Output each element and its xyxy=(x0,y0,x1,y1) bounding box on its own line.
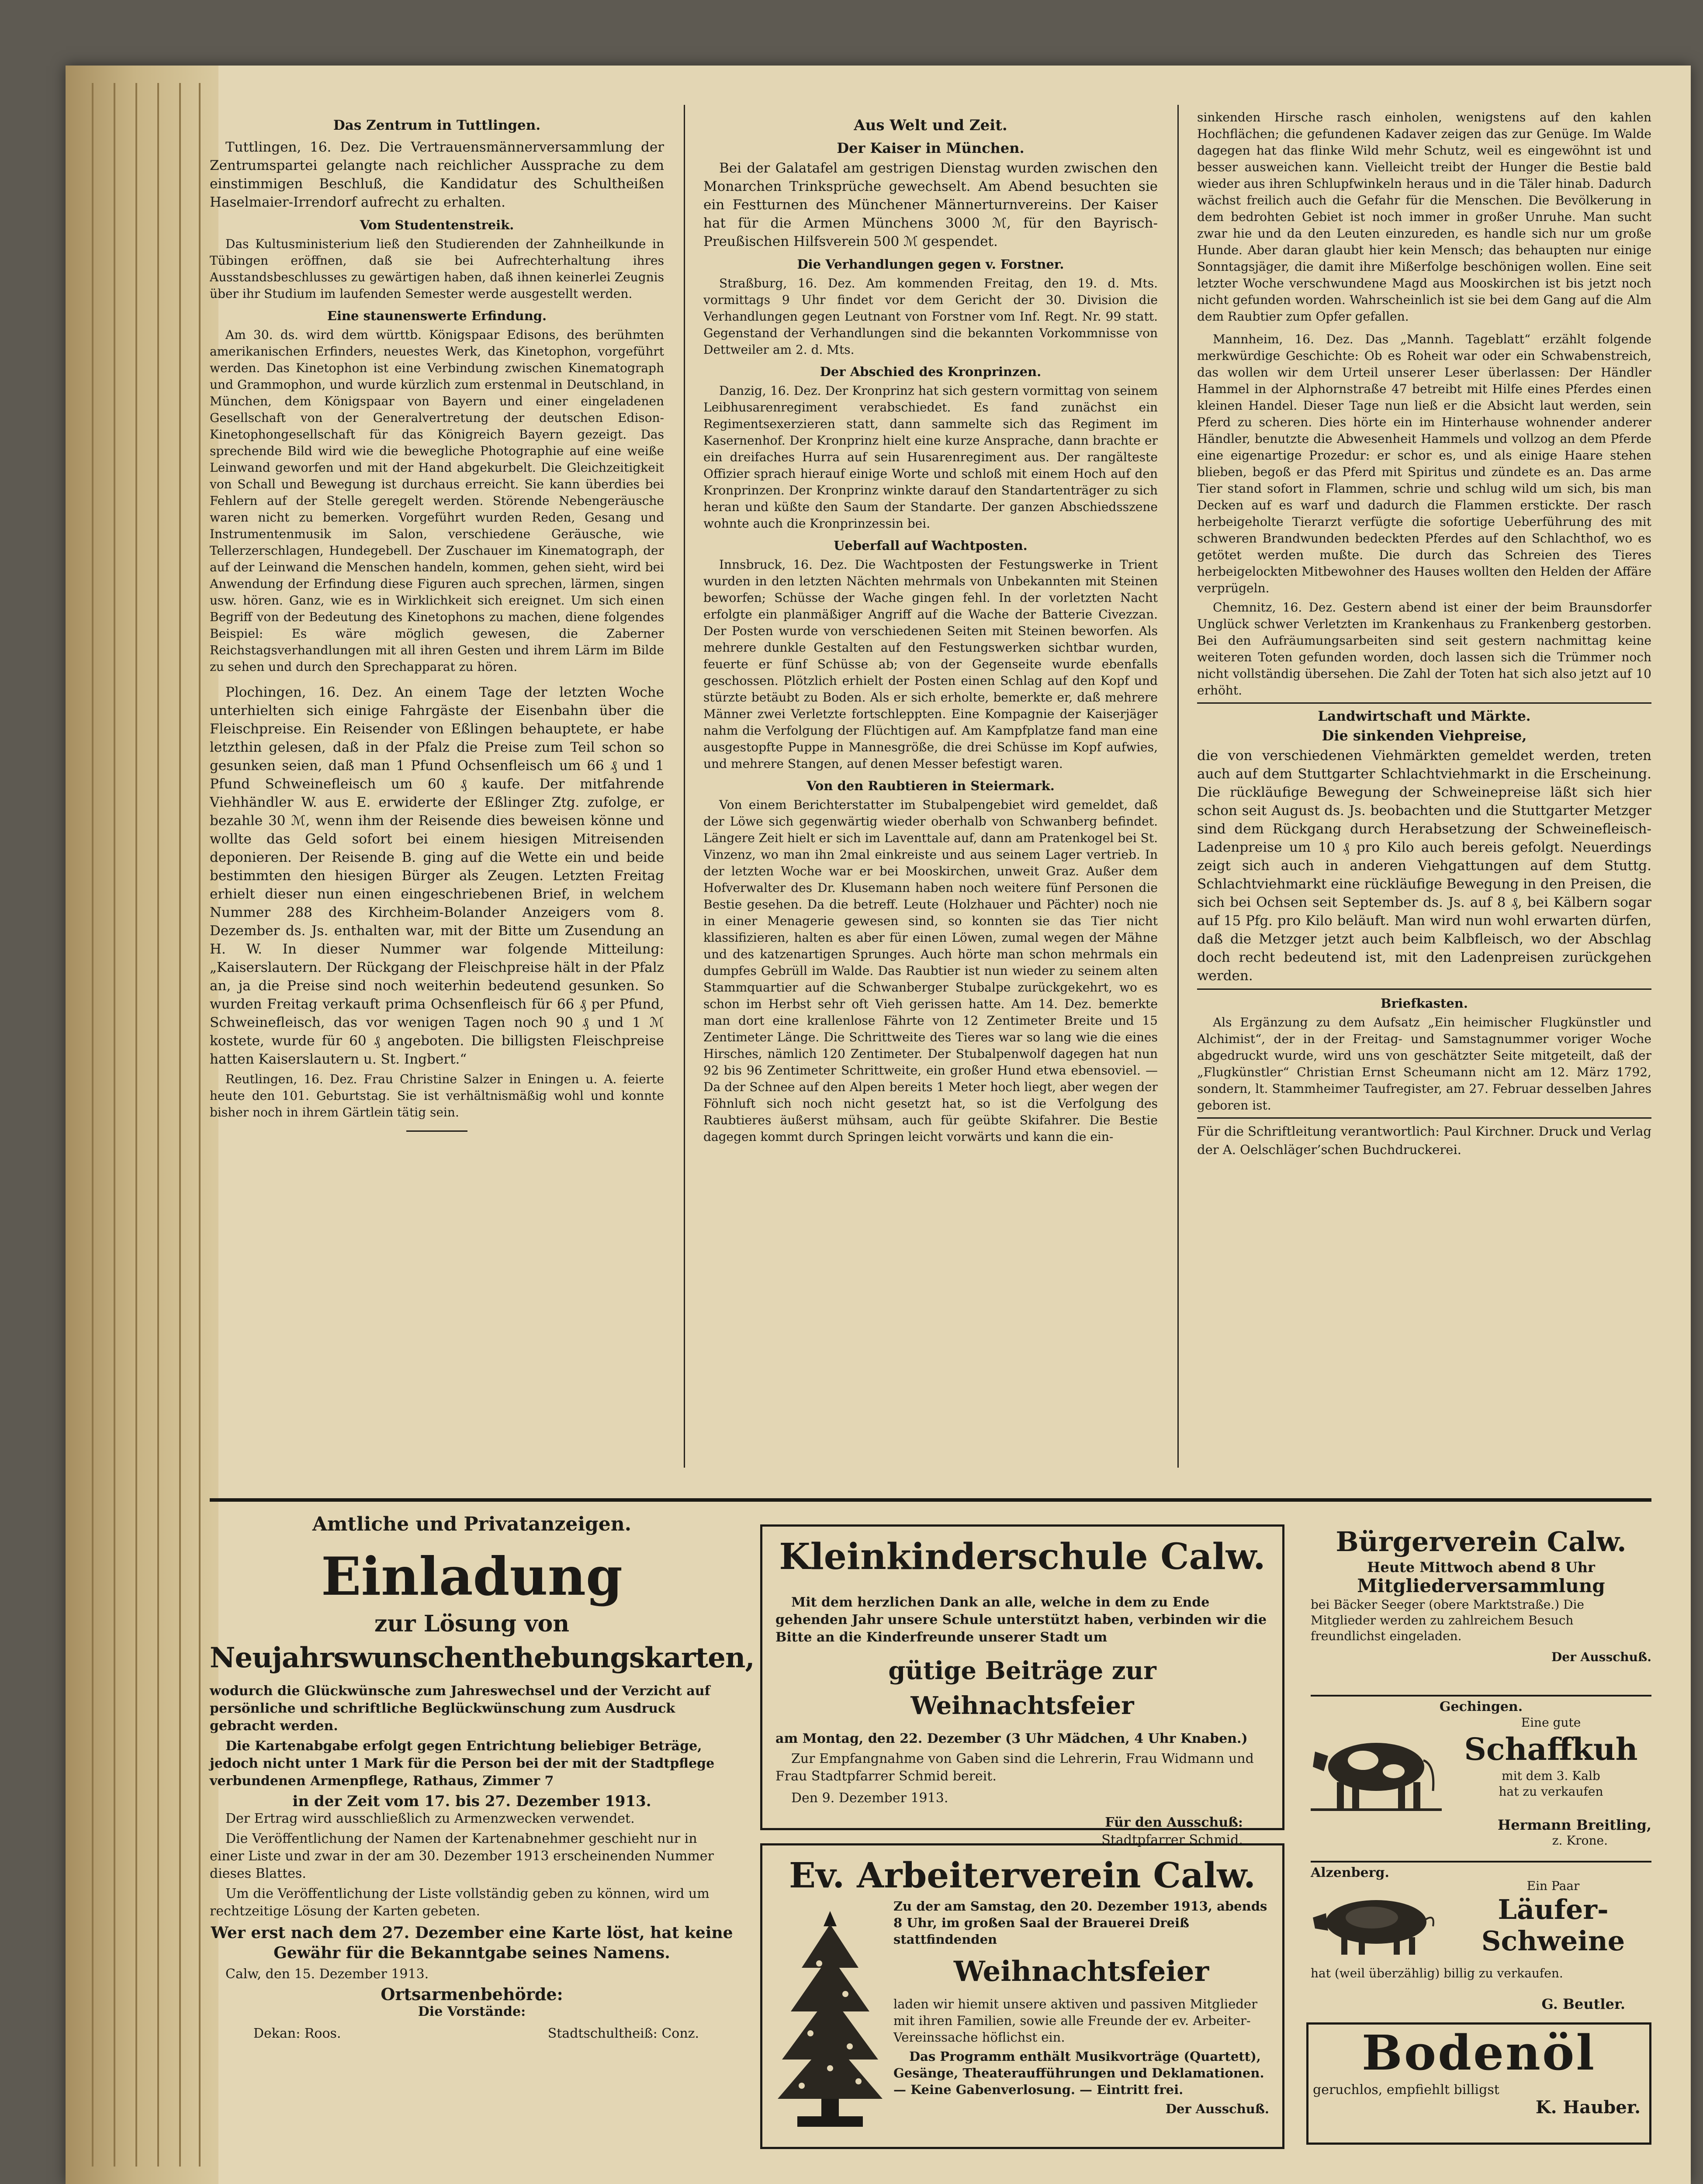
article-text: Danzig, 16. Dez. Der Kronprinz hat sich gestern vormittag von seinem Leibhusarenregiment verabschiedet. Es fand zunächst ein Regimentsexerzieren statt, dann sammelte sich das Regiment im Kasernenhof. Der Kronprinz hielt eine kurze Ansprache, dann brachte er ein dreifaches Hurra auf sein Husarenregiment aus. Der rangälteste Offizier sprach hierauf einige Worte und schloß mit einem Hoch auf den Kronprinzen. Der Kronprinz winkte darauf den Standartenträger zu sich heran und küßte den Saum der Standarte. Der ganzen Abschiedsszene wohnte auch die Kronprinzessin bei. xyxy=(703,384,1158,531)
ad-bodenoel xyxy=(1306,2022,1651,2145)
ad-title: Schweine xyxy=(1481,1925,1625,1957)
ad-seller-location: z. Krone. xyxy=(1552,1833,1608,1848)
ad-title: Schaffkuh xyxy=(1464,1731,1638,1767)
article-text: Bei der Galatafel am gestrigen Dienstag wurden zwischen den Monarchen Trinksprüche gewechselt. Am Abend besuchten sie ein Festturnen des Münchener Männerturnvereins. Der Kaiser hat für die Armen Münchens 3000 ℳ, für den Bayrisch-Preußischen Hilfsverein 500 ℳ gespendet. xyxy=(703,160,1158,249)
article-text: Am 30. ds. wird dem württb. Königspaar Edisons, des berühmten amerikanischen Erfinders, neuestes Werk, das Kinetophon, vorgeführt werden. Das Kinetophon ist eine Verbindung zwischen Kinematograph und Grammophon, und wurde kürzlich zum erstenmal in Deutschland, in München, dem Königspaar von Bayern und einer eingeladenen Gesellschaft von der Generalvertretung der deutschen Edison-Kinetophongesellschaft für das Königreich Bayern gezeigt. Das sprechende Bild wird wie die bewegliche Photographie auf eine weiße Leinwand geworfen und mit der Hand abgekurbelt. Die Gleichzeitigkeit von Schall und Bewegung ist durchaus erreicht. Sie kann überdies bei Fehlern auf der Stelle geregelt werden. Störende Nebengeräusche waren nicht zu bemerken. Vorgeführt wurden Reden, Gesang und Instrumentenmusik im Salon, verschiedene Geräusche, wie Tellerzerschlagen, Hundegebell. Der Zuschauer im Kinematograph, der auf der Leinwand die Menschen handeln, kommen, gehen sieht, wird bei Anwendung der Erfindung diese Figuren auch sprechen, lärmen, singen usw. hören. Ganz, wie es in Wirklichkeit sich ereignet. Um sich einen Begriff von der Bedeutung des Kinetophons zu machen, diene folgendes Beispiel: Es wäre möglich gewesen, die Zaberner Reichstagsverhandlungen mit all ihren Gesten und ihrem Lärm im Bilde zu sehen und durch den Sprechapparat zu hören. xyxy=(210,328,664,674)
article-heading: Die sinkenden Viehpreise, xyxy=(1322,727,1527,744)
ad-text: Mit dem herzlichen Dank an alle, welche in dem zu Ende gehenden Jahr unsere Schule unterstützt haben, verbinden wir die Bitte an die Kinderfreunde unserer Stadt um xyxy=(775,1595,1267,1645)
article-text: die von verschiedenen Viehmärkten gemeldet werden, treten auch auf dem Stuttgarter Schlachtviehmarkt in die Erscheinung. Die rückläufige Bewegung der Schweinepreise läßt sich hier schon seit August ds. Js. beobachten und die Stuttgarter Metzger sind dem Rückgang durch Herabsetzung der Schweinefleisch-Ladenpreise um 10 ₰ pro Kilo auch bereis gefolgt. Neuerdings zeigt sich auch in anderen Viehgattungen auf dem Stuttg. Schlachtviehmarkt eine rückläufige Bewegung in den Preisen, die sich bei Ochsen seit September ds. Js. auf 8 ₰, bei Kälbern sogar auf 15 Pfg. pro Kilo beläuft. Man wird nun wohl erwarten dürfen, daß die Metzger jetzt auch beim Kalbfleisch, wo der Abschlag doch recht bedeutend ist, mit den Ladenpreisen zurückgehen werden. xyxy=(1197,748,1651,984)
column-3 xyxy=(1197,109,1651,1463)
ad-title: Kleinkinderschule Calw. xyxy=(779,1536,1266,1578)
ad-authority: Ortsarmenbehörde: xyxy=(381,1984,563,2004)
section-heading: Landwirtschaft und Märkte. xyxy=(1318,708,1531,724)
column-1 xyxy=(210,109,664,1463)
ad-text: Die Veröffentlichung der Namen der Kartenabnehmer geschieht nur in einer Liste und zwar in der am 30. Dezember 1913 erscheinenden Nummer dieses Blattes. xyxy=(210,1831,714,1881)
ad-line: Ein Paar xyxy=(1526,1879,1580,1893)
ad-schaffkuh xyxy=(1311,1699,1651,1856)
article-heading: Ueberfall auf Wachtposten. xyxy=(834,538,1028,553)
pig-icon xyxy=(1311,1887,1442,1961)
ad-place: Gechingen. xyxy=(1439,1699,1523,1714)
article-heading: Von den Raubtieren in Steiermark. xyxy=(807,778,1055,793)
ad-text: wodurch die Glückwünsche zum Jahreswechsel und der Verzicht auf persönliche und schriftliche Beglückwünschung zum Ausdruck gebracht werden. xyxy=(210,1683,710,1734)
ad-title: Einladung xyxy=(321,1546,623,1607)
article-heading: Vom Studentenstreik. xyxy=(360,218,514,232)
imprint: Für die Schriftleitung verantwortlich: Paul Kirchner. Druck und Verlag der A. Oelschläger’schen Buchdruckerei. xyxy=(1197,1124,1651,1157)
ad-title: Bodenöl xyxy=(1361,2025,1596,2081)
article-text: Das Kultusministerium ließ den Studierenden der Zahnheilkunde in Tübingen eröffnen, daß sie bei Aufrechterhaltung ihres Ausstandsbeschlusses zu gewärtigen haben, daß ihnen keinerlei Zeugnis über ihr Studium im laufenden Semester werde ausgestellt werden. xyxy=(210,237,664,301)
ad-amtliche xyxy=(210,1511,755,2158)
article-text: Mannheim, 16. Dez. Das „Mannh. Tageblatt“ erzählt folgende merkwürdige Geschichte: Ob es Roheit war oder ein Schwabenstreich, das wollen wir dem Urteil unserer Leser überlassen: Der Händler Hammel in der Alphornstraße 47 betreibt mit Hilfe eines Pferdes einen kleinen Handel. Dieser Tage nun ließ er die Absicht laut werden, sein Pferd zu scheren. Dies hörte ein im Hinterhause wohnender anderer Händler, benutzte die Abwesenheit Hammels und vollzog an dem Pferde eine eigenartige Prozedur: er schor es, und als einige Haare stehen blieben, begoß er das Pferd mit Spiritus und zündete es an. Das arme Tier stand sofort in Flammen, schrie und schlug wild um sich, bis man Decken auf es warf und dadurch die Flammen erstickte. Der rasch herbeigeholte Tierarzt verfügte die sofortige Ueberführung des mit schweren Brandwunden bedeckten Pferdes auf den Schlachthof, wo es getötet werden mußte. Die durch das Schreien des Tieres herbeigelockten Mitbewohner des Hauses wollten den Helden der Affäre verprügeln. xyxy=(1197,332,1651,595)
ad-subtitle: Neujahrswunschenthebungskarten, xyxy=(210,1641,755,1674)
article-heading: Der Abschied des Kronprinzen. xyxy=(820,364,1042,379)
ad-title: Läufer- xyxy=(1498,1894,1609,1925)
christmas-tree-icon xyxy=(775,1907,885,2134)
ad-place: Alzenberg. xyxy=(1311,1865,1389,1880)
newspaper-page xyxy=(210,83,1651,2167)
column-rule xyxy=(1177,105,1179,1468)
ad-committee: Für den Ausschuß: xyxy=(1105,1815,1243,1830)
ad-text: Um die Veröffentlichung der Liste vollständig geben zu können, wird um rechtzeitige Lösung der Karten gebeten. xyxy=(210,1886,710,1919)
ad-board: Die Vorstände: xyxy=(418,2004,526,2019)
signature: Der Ausschuß. xyxy=(1165,2101,1269,2116)
ad-line: Heute Mittwoch abend 8 Uhr xyxy=(1367,1559,1595,1576)
ad-highlight: Weihnachtsfeier xyxy=(953,1955,1209,1988)
ad-text: am Montag, den 22. Dezember (3 Uhr Mädchen, 4 Uhr Knaben.) xyxy=(775,1731,1248,1746)
ad-text: hat (weil überzählig) billig zu verkaufen. xyxy=(1311,1966,1563,1980)
section-heading: Aus Welt und Zeit. xyxy=(854,117,1007,134)
article-text: Innsbruck, 16. Dez. Die Wachtposten der Festungswerke in Trient wurden in den letzten Nächten mehrmals von Unbekannten mit Steinen beworfen; Schüsse der Wache gingen fehl. In der vorletzten Nacht erfolgte ein planmäßiger Angriff auf die Wache der Batterie Civezzan. Der Posten wurde von verschiedenen Seiten mit Steinen beworfen. Als mehrere dunkle Gestalten auf den Festungswerken sichtbar wurden, feuerte er fünf Schüsse ab; von der Gegenseite wurde ebenfalls geschossen. Plötzlich erhielt der Posten einen Schlag auf den Kopf und stürzte betäubt zu Boden. Als er sich erholte, bemerkte er, daß mehrere Männer zwei Verletzte fortschleppten. Eine Kompagnie der Kaiserjäger nahm die Verfolgung der Flüchtigen auf. Am Kampfplatze fand man eine ausgestopfte Puppe in Mannesgröße, die drei Schüsse im Kopf aufwies, und mehrere Stangen, auf denen Messer befestigt waren. xyxy=(703,557,1158,771)
divider xyxy=(406,1130,467,1132)
article-heading: Der Kaiser in München. xyxy=(837,140,1025,156)
article-heading: Die Verhandlungen gegen v. Forstner. xyxy=(797,257,1064,272)
ad-title: Bürgerverein Calw. xyxy=(1336,1526,1627,1558)
ad-arbeiterverein xyxy=(760,1843,1284,2149)
column-2 xyxy=(703,109,1158,1463)
scanned-sheet xyxy=(66,66,1691,2184)
article-text: Straßburg, 16. Dez. Am kommenden Freitag, den 19. d. Mts. vormittags 9 Uhr findet vor dem Gericht der 30. Division die Verhandlungen gegen Leutnant von Forstner vom Inf. Regt. Nr. 99 statt. Gegenstand der Verhandlungen sind die bekannten Vorkommnisse von Dettweiler am 2. d. Mts. xyxy=(703,276,1158,357)
ad-warning: Wer erst nach dem 27. Dezember eine Karte löst, hat keine Gewähr für die Bekanntgabe seines Namens. xyxy=(211,1924,733,1962)
article-text: Tuttlingen, 16. Dez. Die Vertrauensmännerversammlung der Zentrumspartei gelangte nach reichlicher Aussprache zu dem einstimmigen Beschluß, die Kandidatur des Schultheißen Haselmaier-Irrendorf aufrecht zu erhalten. xyxy=(210,139,664,210)
ad-line: mit dem 3. Kalb xyxy=(1502,1769,1600,1783)
ad-text: Zur Empfangnahme von Gaben sind die Lehrerin, Frau Widmann und Frau Stadtpfarrer Schmid bereit. xyxy=(775,1751,1254,1784)
section-divider xyxy=(210,1498,1651,1502)
ad-highlight: gütige Beiträge zur Weihnachtsfeier xyxy=(888,1656,1156,1720)
ad-laeufer xyxy=(1311,1865,1651,2014)
cow-icon xyxy=(1311,1725,1446,1817)
ad-date: Den 9. Dezember 1913. xyxy=(791,1790,948,1806)
ad-text: bei Bäcker Seeger (obere Marktstraße.) Die Mitglieder werden zu zahlreichem Besuch freundlichst eingeladen. xyxy=(1311,1597,1584,1643)
ad-text: laden wir hiemit unsere aktiven und passiven Mitglieder mit ihren Familien, sowie alle Freunde der ev. Arbeiter-Vereinssache höflichst ein. xyxy=(893,1997,1257,2045)
article-heading: Das Zentrum in Tuttlingen. xyxy=(333,117,541,133)
article-text: Von einem Berichterstatter im Stubalpengebiet wird gemeldet, daß der Löwe sich gegenwärtig wieder oberhalb von Schwanberg befindet. Längere Zeit hielt er sich im Laventtale auf, dann am Pratenkogel bei St. Vinzenz, wo man ihn 2mal einkreiste und aus seinem Lager vertrieb. In der letzten Woche war er bei Mooskirchen, unweit Graz. Außer dem Hofverwalter des Dr. Klusemann haben noch weitere fünf Personen die Bestie gesehen. Da die betreff. Leute (Holzhauer und Pächter) noch nie in einer Menagerie gewesen sind, so konnten sie das Tier nicht klassifizieren, halten es aber für einen Löwen, zumal wegen der Mähne und des katzenartigen Sprunges. Auch hörte man schon mehrmals ein dumpfes Gebrüll im Walde. Das Raubtier ist nun wieder zu seinem alten Stammquartier auf die Schwanberger Stubalpe zurückgekehrt, wo es schon im Herbst sehr oft Vieh gerissen hatte. Am 14. Dez. bemerkte man dort eine krallenlose Fährte von 12 Zentimeter Breite und 15 Zentimeter Länge. Die Schrittweite des Tieres war so lang wie die eines Hirsches, nämlich 120 Zentimeter. Der Stubalpenwolf dagegen hat nun 92 bis 96 Zentimeter Schrittweite, ein großer Hund etwa ebensoviel. — Da der Schnee auf den Alpen bereits 1 Meter hoch liegt, aber wegen der Föhnluft sich noch nicht gesetzt hat, so ist die Verfolgung des Raubtieres äußerst mühsam, auch für geübte Skifahrer. Die Bestie dagegen kommt durch Springen leicht vorwärts und kann die ein- xyxy=(703,798,1158,1144)
ad-line: hat zu verkaufen xyxy=(1499,1784,1603,1799)
ad-subtitle: zur Lösung von xyxy=(374,1610,570,1637)
article-text: Chemnitz, 16. Dez. Gestern abend ist einer der beim Braunsdorfer Unglück schwer Verletzten im Krankenhaus zu Frankenberg gestorben. Bei den Aufräumungsarbeiten sind seit gestern nachmittag keine weiteren Toten gefunden worden, doch lassen sich die Trümmer noch nicht vollständig übersehen. Die Zahl der Toten hat sich also jetzt auf 10 erhöht. xyxy=(1197,600,1651,698)
ad-line: Mitgliederversammlung xyxy=(1357,1575,1605,1597)
ad-text: Zu der am Samstag, den 20. Dezember 1913, abends 8 Uhr, im großen Saal der Brauerei Dreiß stattfindenden xyxy=(893,1899,1267,1947)
ad-text: geruchlos, empfiehlt billigst xyxy=(1313,2082,1499,2098)
article-heading: Briefkasten. xyxy=(1381,996,1468,1011)
ad-seller: G. Beutler. xyxy=(1541,1996,1625,2012)
ad-text: Der Ertrag wird ausschließlich zu Armenzwecken verwendet. xyxy=(225,1811,635,1826)
ad-text: Die Kartenabgabe erfolgt gegen Entrichtung beliebiger Beträge, jedoch nicht unter 1 Mark für die Person bei der mit der Stadtpflege verbundenen Armenpflege, Rathaus, Zimmer 7 xyxy=(210,1738,715,1789)
book-spine-edge xyxy=(66,66,218,2184)
ad-title: Ev. Arbeiterverein Calw. xyxy=(789,1855,1256,1896)
ad-place-date: Calw, den 15. Dezember 1913. xyxy=(225,1966,429,1982)
article-text: sinkenden Hirsche rasch einholen, wenigstens auf den kahlen Hochflächen; die gefundenen Kadaver zeigen das zur Genüge. Im Walde dagegen hat das flinke Wild mehr Schutz, weil es eingewöhnt ist und besser ausweichen kann. Vielleicht treibt der Hunger die Bestie bald wieder aus ihren Schlupfwinkeln heraus und in die Täler hinab. Dadurch wächst freilich auch die Gefahr für die Menschen. Die Bevölkerung in dem bedrohten Gebiet ist noch immer in großer Unruhe. Man sucht zwar hie und da den Leuten einzureden, es handle sich nur um große Hunde. Aber daran glaubt hier kein Mensch; das behaupten nur einige Sonntagsjäger, die damit ihre Mißerfolge beschönigen wollen. Eine seit letzter Woche verschwundene Magd aus Mooskirchen ist bis jetzt noch nicht gefunden worden. Wahrscheinlich ist sie bei dem Gang auf die Alm dem Raubtier zum Opfer gefallen. xyxy=(1197,110,1651,324)
ad-kleinkinderschule xyxy=(760,1524,1284,1848)
article-text: Plochingen, 16. Dez. An einem Tage der letzten Woche unterhielten sich einige Fahrgäste der Eisenbahn über die Fleischpreise. Ein Reisender von Eßlingen behauptete, er habe letzthin gelesen, daß in der Pfalz die Preise zum Teil schon so gesunken seien, daß man 1 Pfund Ochsenfleisch um 66 ₰ und 1 Pfund Schweinefleisch um 60 ₰ kaufe. Der mitfahrende Viehhändler W. aus E. erwiderte der Eßlinger Ztg. zufolge, er bezahle 30 ℳ, wenn ihm der Reisende dies beweisen könne und wollte das Geld sofort bei einem hiesigen Mitreisenden deponieren. Der Reisende B. ging auf die Wette ein und beide bestimmten den hiesigen Bürger als Zeugen. Letzten Freitag erhielt dieser nun einen eingeschriebenen Brief, in welchem Nummer 288 des Kirchheim-Bolander Anzeigers vom 8. Dezember ds. Js. enthalten war, mit der Bitte um Zusendung an H. W. In dieser Nummer war folgende Mitteilung: „Kaiserslautern. Der Rückgang der Fleischpreise hält in der Pfalz an, ja die Preise sind noch weiterhin bedeutend gesunken. So wurden Freitag verkauft prima Ochsenfleisch für 66 ₰ per Pfund, Schweinefleisch, das vor wenigen Tagen noch 90 ₰ und 1 ℳ kostete, wurde für 60 ₰ angeboten. Die billigsten Fleischpreise hatten Kaiserslautern u. St. Ingbert.“ xyxy=(210,684,664,1067)
ad-seller: K. Hauber. xyxy=(1535,2097,1641,2118)
article-heading: Eine staunenswerte Erfindung. xyxy=(327,308,547,323)
ad-buergerverein xyxy=(1311,1524,1651,1682)
ad-seller: Hermann Breitling, xyxy=(1497,1817,1651,1833)
column-rule xyxy=(684,105,685,1468)
ad-heading: Amtliche und Privatanzeigen. xyxy=(312,1513,632,1535)
article-text: Als Ergänzung zu dem Aufsatz „Ein heimischer Flugkünstler und Alchimist“, der in der Freitag- und Samstagnummer voriger Woche abgedruckt wurde, wird uns von geschätzter Seite mitgeteilt, daß der „Flugkünstler“ Christian Ernst Scheumann nicht am 12. März 1792, sondern, lt. Stammheimer Taufregister, am 27. Februar desselben Jahres geboren ist. xyxy=(1197,1015,1651,1113)
signature: Der Ausschuß. xyxy=(1551,1650,1651,1664)
ad-line: Eine gute xyxy=(1521,1715,1581,1730)
signature: Dekan: Roos. xyxy=(253,2026,341,2041)
signature: Stadtschultheiß: Conz. xyxy=(547,2026,699,2041)
signature: Stadtpfarrer Schmid. xyxy=(1101,1832,1243,1848)
article-text: Reutlingen, 16. Dez. Frau Christine Salzer in Eningen u. A. feierte heute den 101. Geburtstag. Sie ist verhältnismäßig wohl und konnte bisher noch in ihrem Gärtlein tätig sein. xyxy=(210,1072,664,1120)
ad-dates: in der Zeit vom 17. bis 27. Dezember 1913. xyxy=(292,1793,651,1810)
ad-text: Das Programm enthält Musikvorträge (Quartett), Gesänge, Theateraufführungen und Deklamationen. — Keine Gabenverlosung. — Eintritt frei. xyxy=(893,2049,1264,2097)
